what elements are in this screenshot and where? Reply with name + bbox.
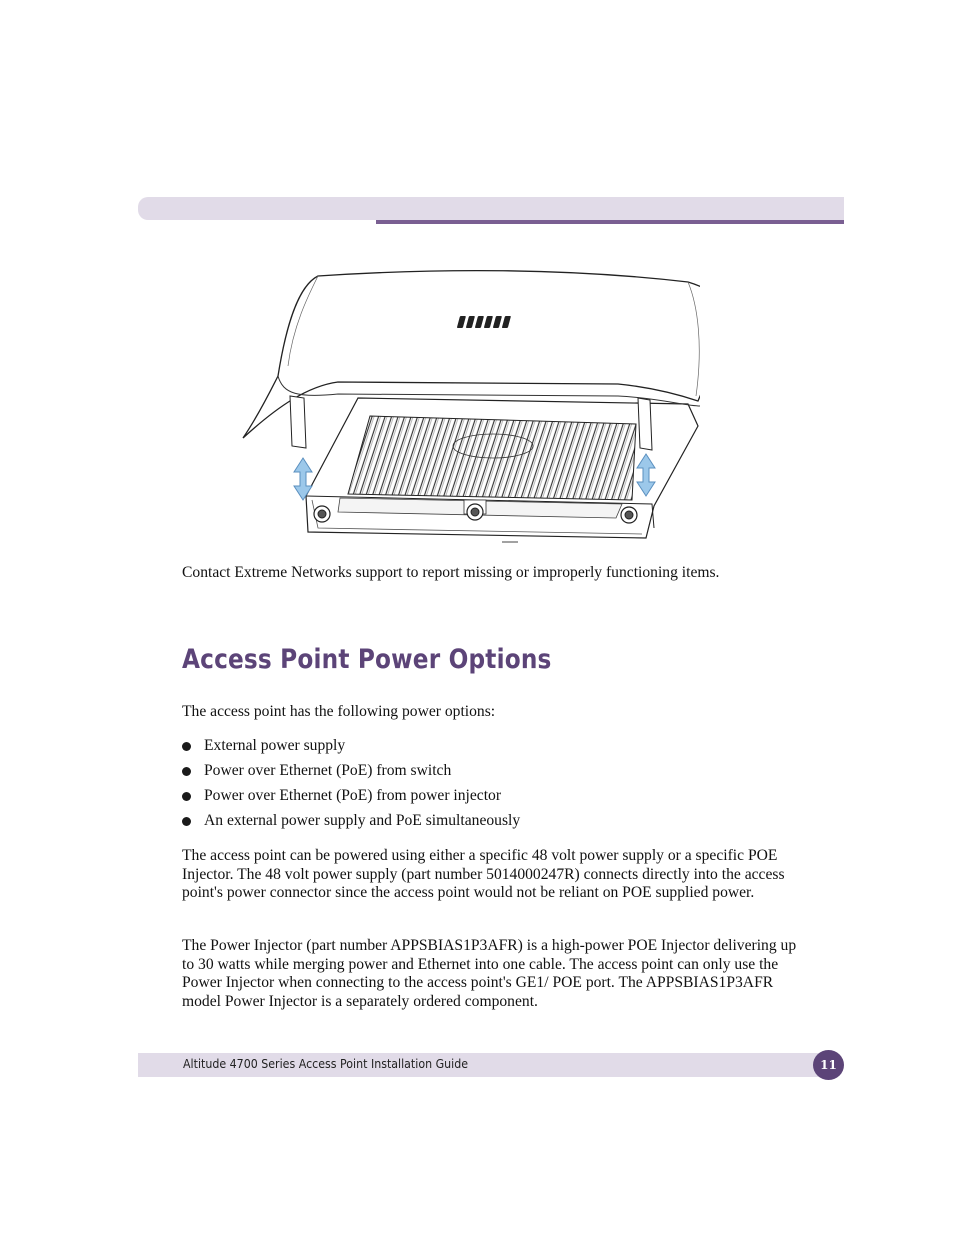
bullet-icon <box>182 817 191 826</box>
list-item: Power over Ethernet (PoE) from switch <box>182 762 520 787</box>
bullet-icon <box>182 767 191 776</box>
contact-support-text: Contact Extreme Networks support to report missing or improperly functioning items. <box>182 564 720 581</box>
power-injector-paragraph: The Power Injector (part number APPSBIAS1P3AFR) is a high-power POE Injector delivering up to 30 watts while merging power and Ethernet into one cable. The access point can only use the Power Injector when connecting to the access point's GE1/ POE port. The APPSBIAS1P3AFR model Power Injector is a separately ordered component. <box>182 937 797 1010</box>
bullet-icon <box>182 742 191 751</box>
power-supply-paragraph: The access point can be powered using either a specific 48 volt power supply or a specific POE Injector. The 48 volt power supply (part number 5014000247R) connects directly into the access point's power connector since the access point would not be reliant on POE supplied power. <box>182 847 785 902</box>
access-point-illustration <box>238 266 700 550</box>
page-number: 11 <box>813 1050 844 1080</box>
intro-text: The access point has the following power options: <box>182 703 496 720</box>
bullet-icon <box>182 792 191 801</box>
footer-title: Altitude 4700 Series Access Point Installation Guide <box>183 1057 469 1071</box>
section-heading: Access Point Power Options <box>182 644 552 675</box>
header-rule <box>376 220 844 224</box>
header-band <box>138 197 844 220</box>
list-item: External power supply <box>182 737 520 762</box>
power-options-list <box>182 737 520 837</box>
list-item: Power over Ethernet (PoE) from power injector <box>182 787 520 812</box>
list-item: An external power supply and PoE simultaneously <box>182 812 520 837</box>
